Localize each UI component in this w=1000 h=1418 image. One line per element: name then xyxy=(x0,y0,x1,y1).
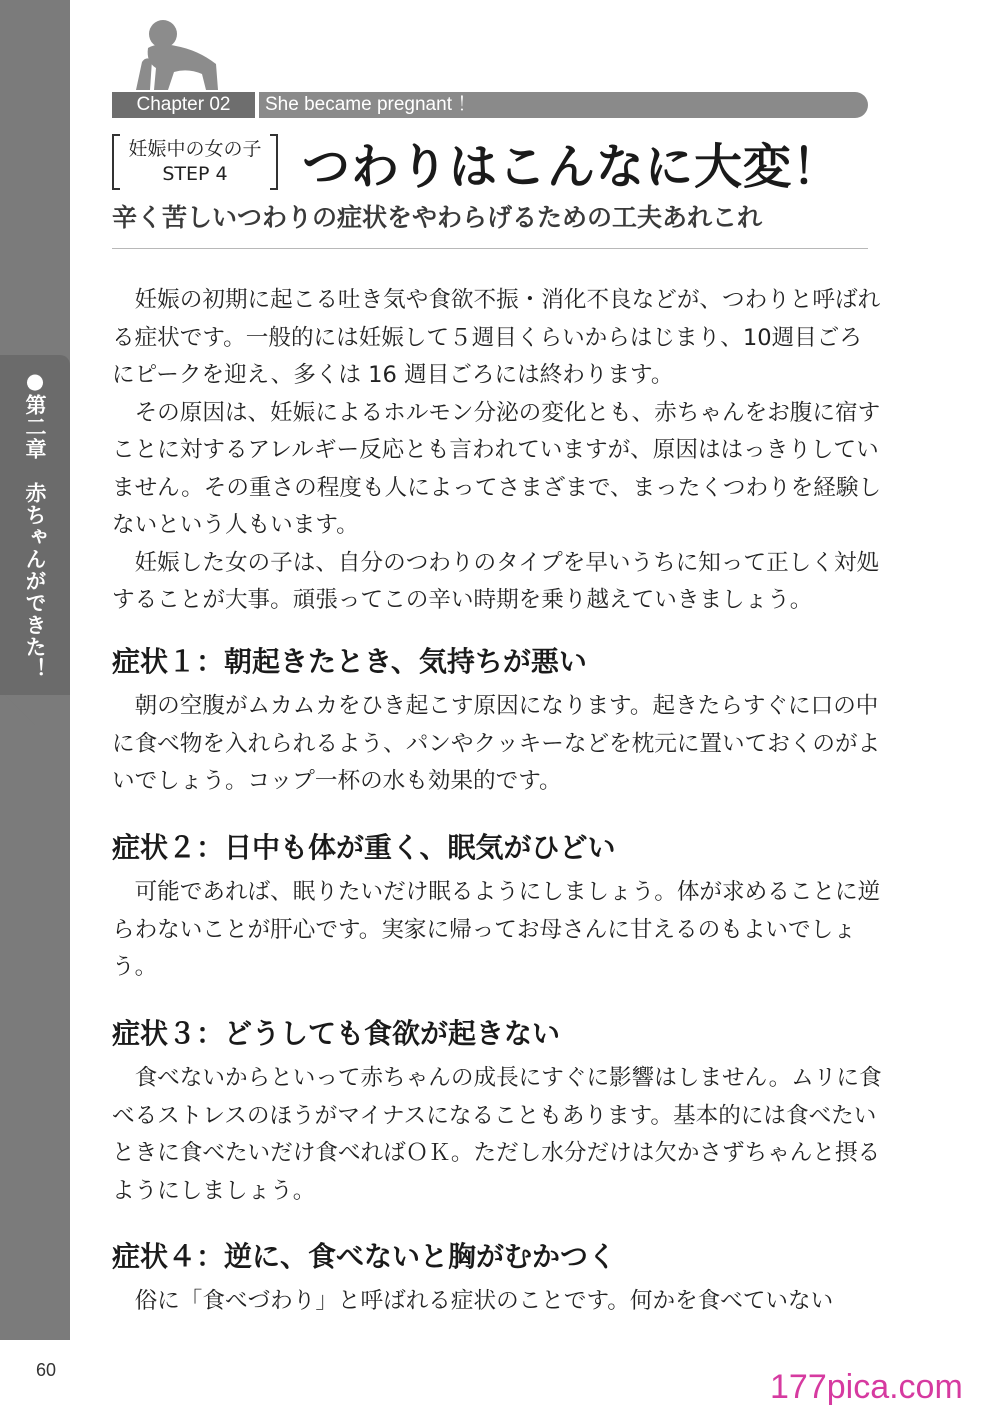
title-divider xyxy=(112,248,868,249)
chapter-header-bar xyxy=(112,92,868,118)
intro-paragraph: 妊娠した女の子は、自分のつわりのタイプを早いうちに知って正しく対処することが大事。頑張ってこの辛い時期を乗り越えていきましょう。 xyxy=(112,549,880,613)
chapter-divider xyxy=(255,92,259,118)
chapter-title: She became pregnant ！ xyxy=(265,94,477,115)
symptom-text xyxy=(112,1060,882,1210)
symptom-heading: 症状４：逆に、食べないと胸がむかつく xyxy=(112,1240,617,1273)
step-label-box xyxy=(112,134,278,190)
symptom-heading: 症状２：日中も体が重く、眠気がひどい xyxy=(112,831,616,864)
chapter-number: Chapter 02 xyxy=(112,92,255,118)
page-title: つわりはこんなに大変！ xyxy=(302,139,842,195)
symptom-text xyxy=(112,1283,882,1321)
right-bracket xyxy=(270,134,278,190)
step-number: STEP 4 xyxy=(162,163,228,185)
symptom-text xyxy=(112,688,882,801)
symptom-text xyxy=(112,874,882,987)
chapter-index-tab: ●第二章 赤ちゃんができた！ xyxy=(0,355,70,695)
left-bracket xyxy=(112,134,120,190)
intro-paragraph: その原因は、妊娠によるホルモン分泌の変化とも、赤ちゃんをお腹に宿すことに対するアレルギー反応とも言われていますが、原因ははっきりしていません。その重さの程度も人によってさまざまで、まったくつわりを経験しないという人もいます。 xyxy=(112,399,882,538)
step-category: 妊娠中の女の子 xyxy=(128,138,262,160)
intro-section xyxy=(112,282,882,620)
symptom-heading: 症状３：どうしても食欲が起きない xyxy=(112,1017,561,1050)
symptom-paragraph: 俗に「食べづわり」と呼ばれる症状のことです。何かを食べていない xyxy=(134,1288,834,1314)
page-subtitle: 辛く苦しいつわりの症状をやわらげるための工夫あれこれ xyxy=(112,203,763,232)
symptom-paragraph: 可能であれば、眠りたいだけ眠るようにしましょう。体が求めることに逆らわないことが肝心です。実家に帰ってお母さんに甘えるのもよいでしょう。 xyxy=(112,879,881,980)
page-number: 60 xyxy=(36,1360,57,1380)
symptom-paragraph: 朝の空腹がムカムカをひき起こす原因になります。起きたらすぐに口の中に食べ物を入れられるよう、パンやクッキーなどを枕元に置いておくのがよいでしょう。コップ一杯の水も効果的です。 xyxy=(112,693,881,794)
watermark: 177pica.com xyxy=(770,1368,963,1406)
symptom-paragraph: 食べないからといって赤ちゃんの成長にすぐに影響はしません。ムリに食べるストレスのほうがマイナスになることもあります。基本的には食べたいときに食べたいだけ食べればＯＫ。ただし水分だけは欠かさずちゃんと摂るようにしましょう。 xyxy=(112,1065,882,1204)
intro-paragraph: 妊娠の初期に起こる吐き気や食欲不振・消化不良などが、つわりと呼ばれる症状です。一般的には妊娠して５週目くらいからはじまり、10週目ごろにピークを迎え、多くは 16 週目ごろには終わります。 xyxy=(112,287,881,388)
symptom-heading: 症状１：朝起きたとき、気持ちが悪い xyxy=(112,645,587,678)
baby-silhouette-icon xyxy=(128,12,228,92)
